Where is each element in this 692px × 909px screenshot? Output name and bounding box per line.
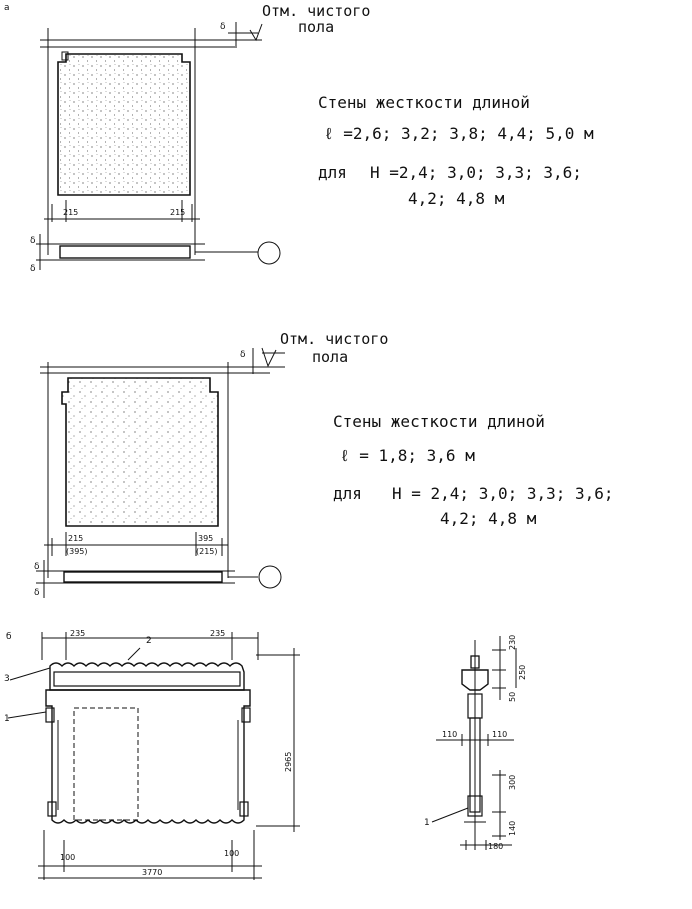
level-mark-text-a2-2: пола	[312, 348, 349, 366]
dim-left-a2: 215	[68, 534, 84, 543]
cross-section	[432, 636, 516, 850]
caption-heights-a2-2: 4,2; 4,8 м	[440, 509, 537, 528]
dim-delta-side1-a2: δ	[34, 562, 40, 572]
dim-right-a: 215	[170, 208, 186, 217]
caption-heights-a-2: 4,2; 4,8 м	[408, 189, 505, 208]
caption-lengths-a2: ℓ = 1,8; 3,6 м	[340, 446, 475, 465]
dim-right-alt-a2: (215)	[196, 547, 218, 556]
figure-b-label: б	[6, 632, 12, 642]
wall-body-b	[46, 690, 250, 823]
dim-bottom-section: 180	[488, 842, 504, 851]
wall-plan-strip-a2	[64, 572, 222, 582]
dim-total-b: 3770	[142, 868, 163, 877]
level-mark-text-a: Отм. чистого	[262, 2, 371, 20]
mark-2-b: 2	[146, 636, 152, 646]
caption-heights-a2: H = 2,4; 3,0; 3,3; 3,6;	[392, 484, 614, 503]
dim-delta-top-a2: δ	[240, 350, 246, 360]
mark-3-b: 3	[4, 674, 10, 684]
caption-heights-prefix-a: для	[318, 163, 347, 182]
dim-low-section: 140	[508, 820, 517, 836]
dim-right-section: 110	[492, 730, 508, 739]
caption-heights-a: H =2,4; 3,0; 3,3; 3,6;	[370, 163, 582, 182]
dim-delta-top-a: δ	[220, 22, 226, 32]
mark-1-section: 1	[424, 818, 430, 828]
dim-delta-side2-a: δ	[30, 264, 36, 274]
figure-a2-elevation	[36, 348, 285, 598]
axis-marker-circle-a2	[259, 566, 281, 588]
dim-right-a2: 395	[198, 534, 214, 543]
dim-left-a: 215	[63, 208, 79, 217]
dim-top-right-b: 235	[210, 629, 226, 638]
dim-bottom-left-b: 100	[60, 853, 76, 862]
dim-top1-section: 230	[508, 634, 517, 650]
caption-lengths-a: ℓ =2,6; 3,2; 3,8; 4,4; 5,0 м	[324, 124, 594, 143]
dim-top-left-b: 235	[70, 629, 86, 638]
dim-delta-side1-a: δ	[30, 236, 36, 246]
figure-b-elevation	[8, 632, 300, 880]
dim-bottom-right-b: 100	[224, 849, 240, 858]
dim-top2-section: 250	[518, 664, 527, 680]
wall-plan-strip-a	[60, 246, 190, 258]
wall-panel-a2	[62, 378, 218, 526]
mark-1-b: 1	[4, 714, 10, 724]
caption-title-a: Стены жесткости длиной	[318, 93, 530, 112]
level-mark-text-a2: Отм. чистого	[280, 330, 389, 348]
dim-top3-section: 50	[508, 691, 517, 702]
caption-heights-prefix-a2: для	[333, 484, 362, 503]
dim-height-b: 2965	[284, 751, 293, 772]
dim-mid-section: 300	[508, 774, 517, 790]
wall-panel-a	[58, 54, 190, 195]
dim-delta-side2-a2: δ	[34, 588, 40, 598]
axis-marker-circle-a	[258, 242, 280, 264]
door-opening-outline	[74, 708, 138, 820]
figure-a-label: а	[4, 3, 10, 13]
level-mark-text-a-2: пола	[298, 18, 335, 36]
dim-left-alt-a2: (395)	[66, 547, 88, 556]
dim-left-section: 110	[442, 730, 458, 739]
figure-a-elevation	[36, 22, 280, 270]
caption-title-a2: Стены жесткости длиной	[333, 412, 545, 431]
